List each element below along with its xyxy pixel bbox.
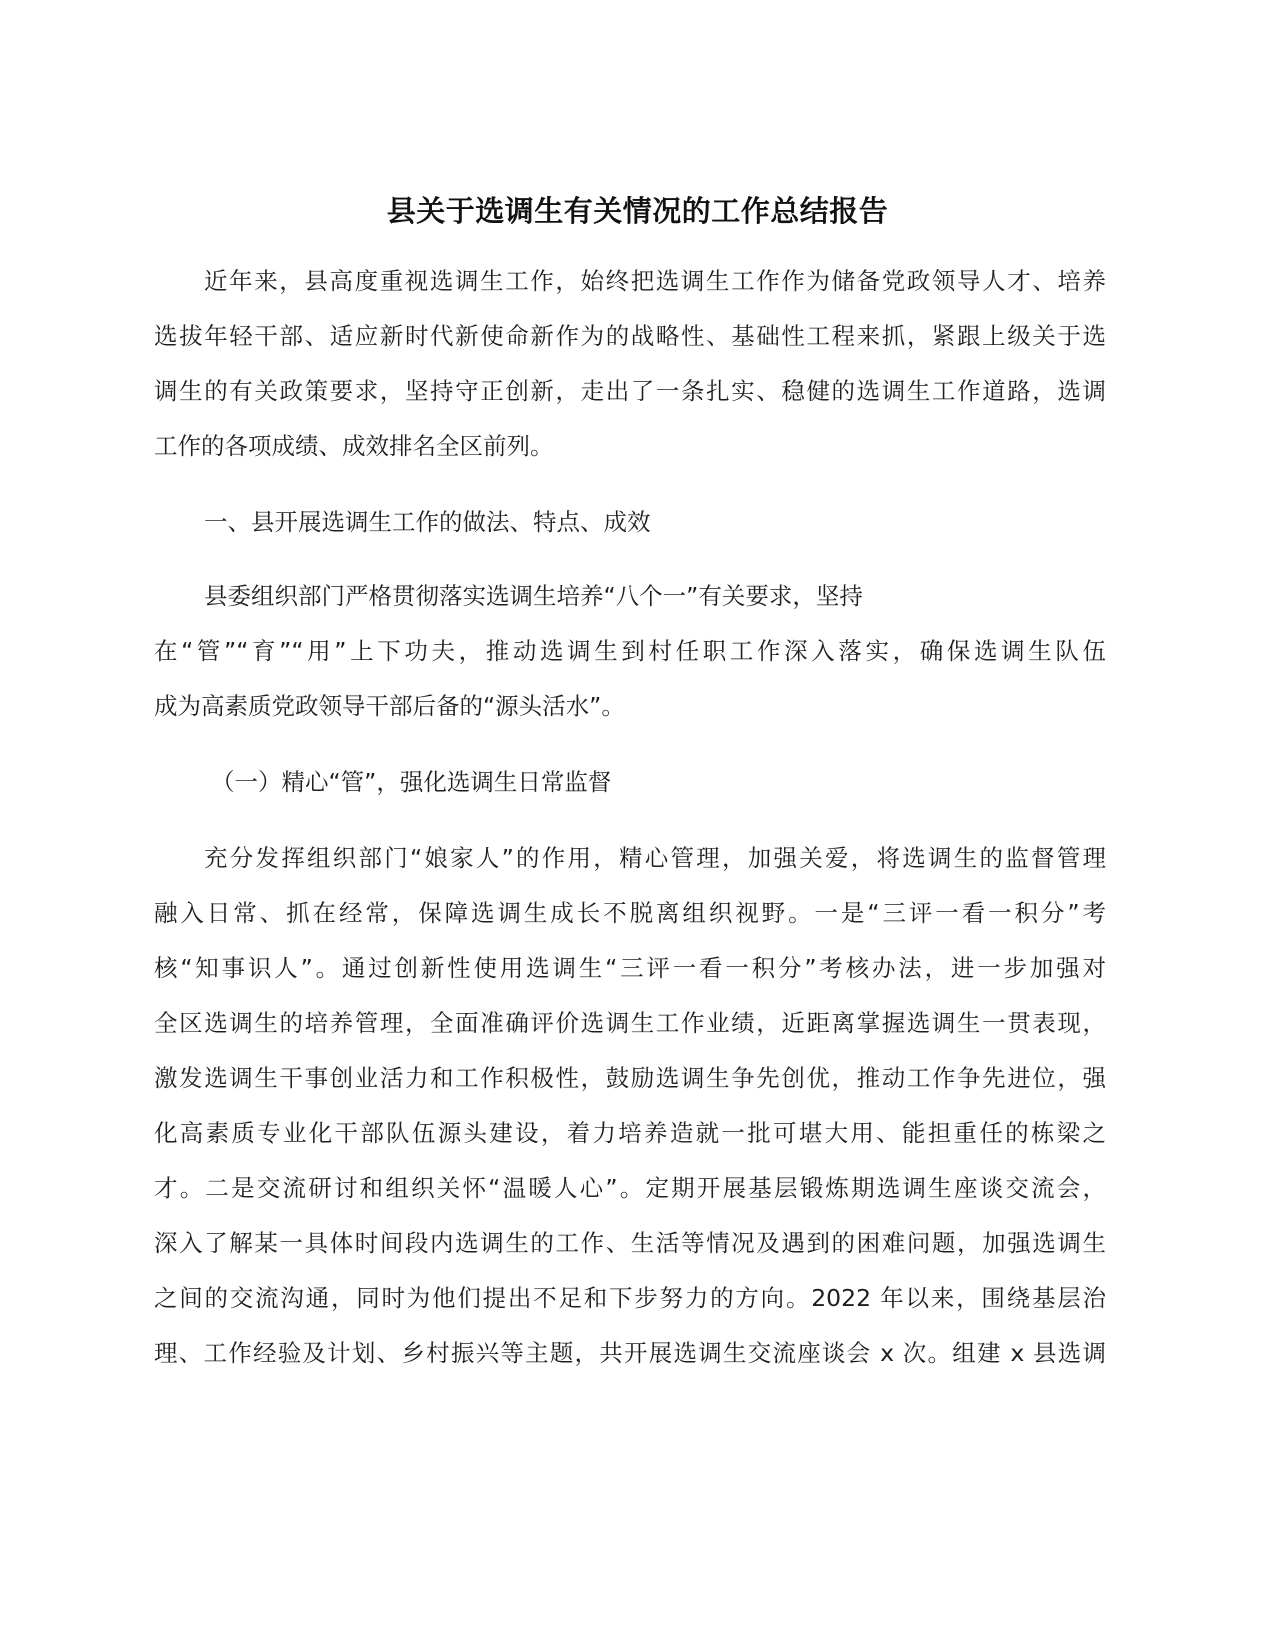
sub-section-heading: （一）精心“管”，强化选调生日常监督 <box>211 768 612 796</box>
paragraph-line: 理、工作经验及计划、乡村振兴等主题，共开展选调生交流座谈会 x 次。组建 x 县选调 <box>154 1339 1106 1367</box>
paragraph-line: 全区选调生的培养管理，全面准确评价选调生工作业绩，近距离掌握选调生一贯表现， <box>154 1009 1106 1037</box>
paragraph-line: 在“管”“育”“用”上下功夫，推动选调生到村任职工作深入落实，确保选调生队伍 <box>154 637 1106 665</box>
paragraph-line: 化高素质专业化干部队伍源头建设，着力培养造就一批可堪大用、能担重任的栋梁之 <box>154 1119 1106 1147</box>
paragraph-line: 之间的交流沟通，同时为他们提出不足和下步努力的方向。2022 年以来，围绕基层治 <box>154 1284 1106 1312</box>
paragraph-line: 融入日常、抓在经常，保障选调生成长不脱离组织视野。一是“三评一看一积分”考 <box>154 899 1106 927</box>
paragraph-line: 县委组织部门严格贯彻落实选调生培养“八个一”有关要求，坚持 <box>204 582 863 610</box>
paragraph-line: 成为高素质党政领导干部后备的“源头活水”。 <box>154 692 625 720</box>
paragraph-line: 工作的各项成绩、成效排名全区前列。 <box>154 432 554 460</box>
section-heading: 一、县开展选调生工作的做法、特点、成效 <box>204 508 651 536</box>
paragraph-line: 才。二是交流研讨和组织关怀“温暖人心”。定期开展基层锻炼期选调生座谈交流会， <box>154 1174 1106 1202</box>
paragraph-line: 近年来，县高度重视选调生工作，始终把选调生工作作为储备党政领导人才、培养 <box>204 267 1106 295</box>
document-title: 县关于选调生有关情况的工作总结报告 <box>386 194 889 228</box>
paragraph-line: 核“知事识人”。通过创新性使用选调生“三评一看一积分”考核办法，进一步加强对 <box>154 954 1106 982</box>
paragraph-line: 调生的有关政策要求，坚持守正创新，走出了一条扎实、稳健的选调生工作道路，选调 <box>154 377 1106 405</box>
paragraph-line: 激发选调生干事创业活力和工作积极性，鼓励选调生争先创优，推动工作争先进位，强 <box>154 1064 1106 1092</box>
paragraph-line: 充分发挥组织部门“娘家人”的作用，精心管理，加强关爱，将选调生的监督管理 <box>204 844 1106 872</box>
paragraph-line: 选拔年轻干部、适应新时代新使命新作为的战略性、基础性工程来抓，紧跟上级关于选 <box>154 322 1106 350</box>
paragraph-line: 深入了解某一具体时间段内选调生的工作、生活等情况及遇到的困难问题，加强选调生 <box>154 1229 1106 1257</box>
